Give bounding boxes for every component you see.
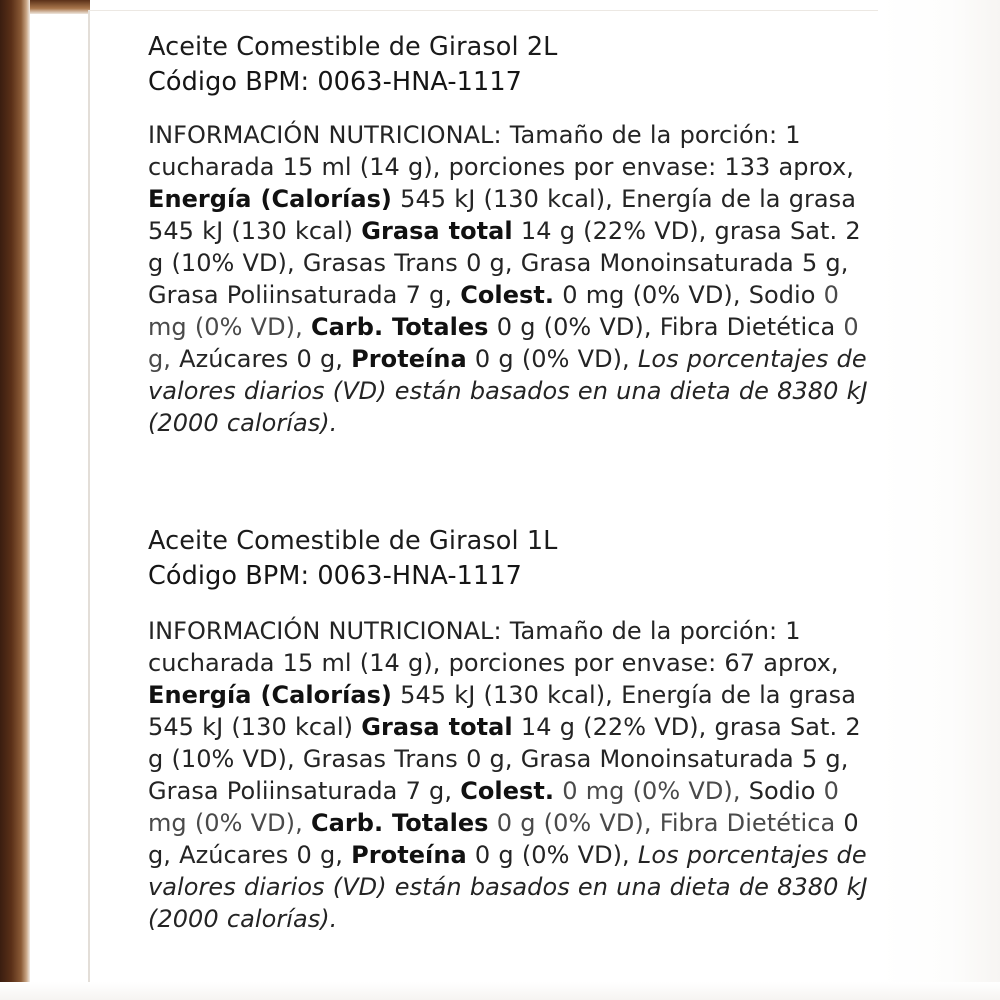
servings-per-container-1l: porciones por envase: 67 aprox, <box>448 649 839 678</box>
product-block-1l <box>148 524 878 935</box>
product-code-2l: Código BPM: 0063-HNA-1117 <box>148 67 522 98</box>
product-block-2l <box>148 30 878 439</box>
energy-fat-label-2l: Energía de la grasa <box>621 185 856 214</box>
footnote-1l: Los porcentajes de valores diarios (VD) están basados en una dieta de 8380 kJ (2000 calorías). <box>148 840 868 933</box>
carbs-value-1l: 0 g (0% VD), <box>496 808 652 837</box>
trans-fat-value-2l: 0 g, <box>466 249 513 277</box>
poly-fat-value-2l: 7 g, <box>405 280 453 309</box>
product-title-1l: Aceite Comestible de Girasol 1L <box>148 526 558 556</box>
product-code-1l: Código BPM: 0063-HNA-1117 <box>148 561 522 592</box>
sodium-value-1l: 0 mg (0% VD), <box>148 776 839 837</box>
energy-fat-value-2l: 545 kJ (130 kcal) <box>148 217 354 246</box>
mono-fat-label-2l: Grasa Monoinsaturada <box>520 249 794 277</box>
sugars-label-2l: Azúcares <box>179 344 289 373</box>
sat-fat-label-1l: grasa Sat. <box>714 713 838 742</box>
right-shadow <box>878 0 1000 1000</box>
fiber-value-1l: 0 g, <box>148 808 859 869</box>
sodium-label-1l: Sodio <box>748 776 816 805</box>
bottom-shadow <box>0 982 1000 1000</box>
protein-label-1l: Proteína <box>351 840 467 869</box>
serving-size-2l: Tamaño de la porción: 1 cucharada 15 ml (14 g), <box>148 121 801 182</box>
nutrition-heading-1l: INFORMACIÓN NUTRICIONAL: <box>148 617 502 646</box>
energy-value-2l: 545 kJ (130 kcal), <box>400 185 613 214</box>
energy-fat-value-1l: 545 kJ (130 kcal) <box>148 713 354 742</box>
package-edge-strip-top <box>30 0 90 14</box>
carbs-label-1l: Carb. Totales <box>310 808 489 837</box>
nutrition-info-1l <box>148 616 878 935</box>
fiber-label-2l: Fibra Dietética <box>659 312 836 341</box>
protein-value-2l: 0 g (0% VD), <box>474 344 630 373</box>
sat-fat-label-2l: grasa Sat. <box>714 217 838 246</box>
trans-fat-label-1l: Grasas Trans <box>302 745 458 773</box>
sat-fat-value-1l: 2 g (10% VD), <box>148 713 861 773</box>
trans-fat-label-2l: Grasas Trans <box>302 249 458 277</box>
energy-value-1l: 545 kJ (130 kcal), <box>400 681 613 710</box>
carbs-label-2l: Carb. Totales <box>310 312 489 341</box>
energy-fat-label-1l: Energía de la grasa <box>621 681 856 710</box>
fiber-label-1l: Fibra Dietética <box>659 808 836 837</box>
nutrition-heading-2l: INFORMACIÓN NUTRICIONAL: <box>148 121 502 150</box>
serving-size-1l: Tamaño de la porción: 1 cucharada 15 ml (14 g), <box>148 617 801 678</box>
energy-label-1l: Energía (Calorías) <box>148 681 392 710</box>
package-edge-strip <box>0 0 30 1000</box>
total-fat-label-1l: Grasa total <box>361 713 513 742</box>
total-fat-value-2l: 14 g (22% VD), <box>520 217 707 246</box>
sodium-label-2l: Sodio <box>748 280 816 309</box>
carbs-value-2l: 0 g (0% VD), <box>496 312 652 341</box>
protein-value-1l: 0 g (0% VD), <box>474 840 630 869</box>
energy-label-2l: Energía (Calorías) <box>148 185 392 214</box>
nutrition-info-2l <box>148 120 878 439</box>
trans-fat-value-1l: 0 g, <box>466 745 513 773</box>
mono-fat-value-2l: 5 g, <box>801 249 849 277</box>
total-fat-label-2l: Grasa total <box>361 217 513 246</box>
servings-per-container-2l: porciones por envase: 133 aprox, <box>448 153 854 182</box>
cholesterol-value-2l: 0 mg (0% VD), <box>562 280 741 309</box>
total-fat-value-1l: 14 g (22% VD), <box>520 713 707 742</box>
fiber-value-2l: 0 g, <box>148 312 859 373</box>
poly-fat-label-1l: Grasa Poliinsaturada <box>148 776 398 805</box>
footnote-2l: Los porcentajes de valores diarios (VD) están basados en una dieta de 8380 kJ (2000 calorías). <box>148 344 868 437</box>
mono-fat-value-1l: 5 g, <box>801 745 849 773</box>
sugars-value-2l: 0 g, <box>296 344 343 373</box>
product-title-2l: Aceite Comestible de Girasol 2L <box>148 32 558 62</box>
poly-fat-label-2l: Grasa Poliinsaturada <box>148 280 398 309</box>
sodium-value-2l: 0 mg (0% VD), <box>148 280 839 341</box>
sugars-value-1l: 0 g, <box>296 840 343 869</box>
protein-label-2l: Proteína <box>351 344 467 373</box>
poly-fat-value-1l: 7 g, <box>405 776 453 805</box>
cholesterol-value-1l: 0 mg (0% VD), <box>562 776 741 805</box>
sat-fat-value-2l: 2 g (10% VD), <box>148 217 861 277</box>
mono-fat-label-1l: Grasa Monoinsaturada <box>520 745 794 773</box>
cholesterol-label-2l: Colest. <box>460 280 555 309</box>
sugars-label-1l: Azúcares <box>179 840 289 869</box>
cholesterol-label-1l: Colest. <box>460 776 555 805</box>
